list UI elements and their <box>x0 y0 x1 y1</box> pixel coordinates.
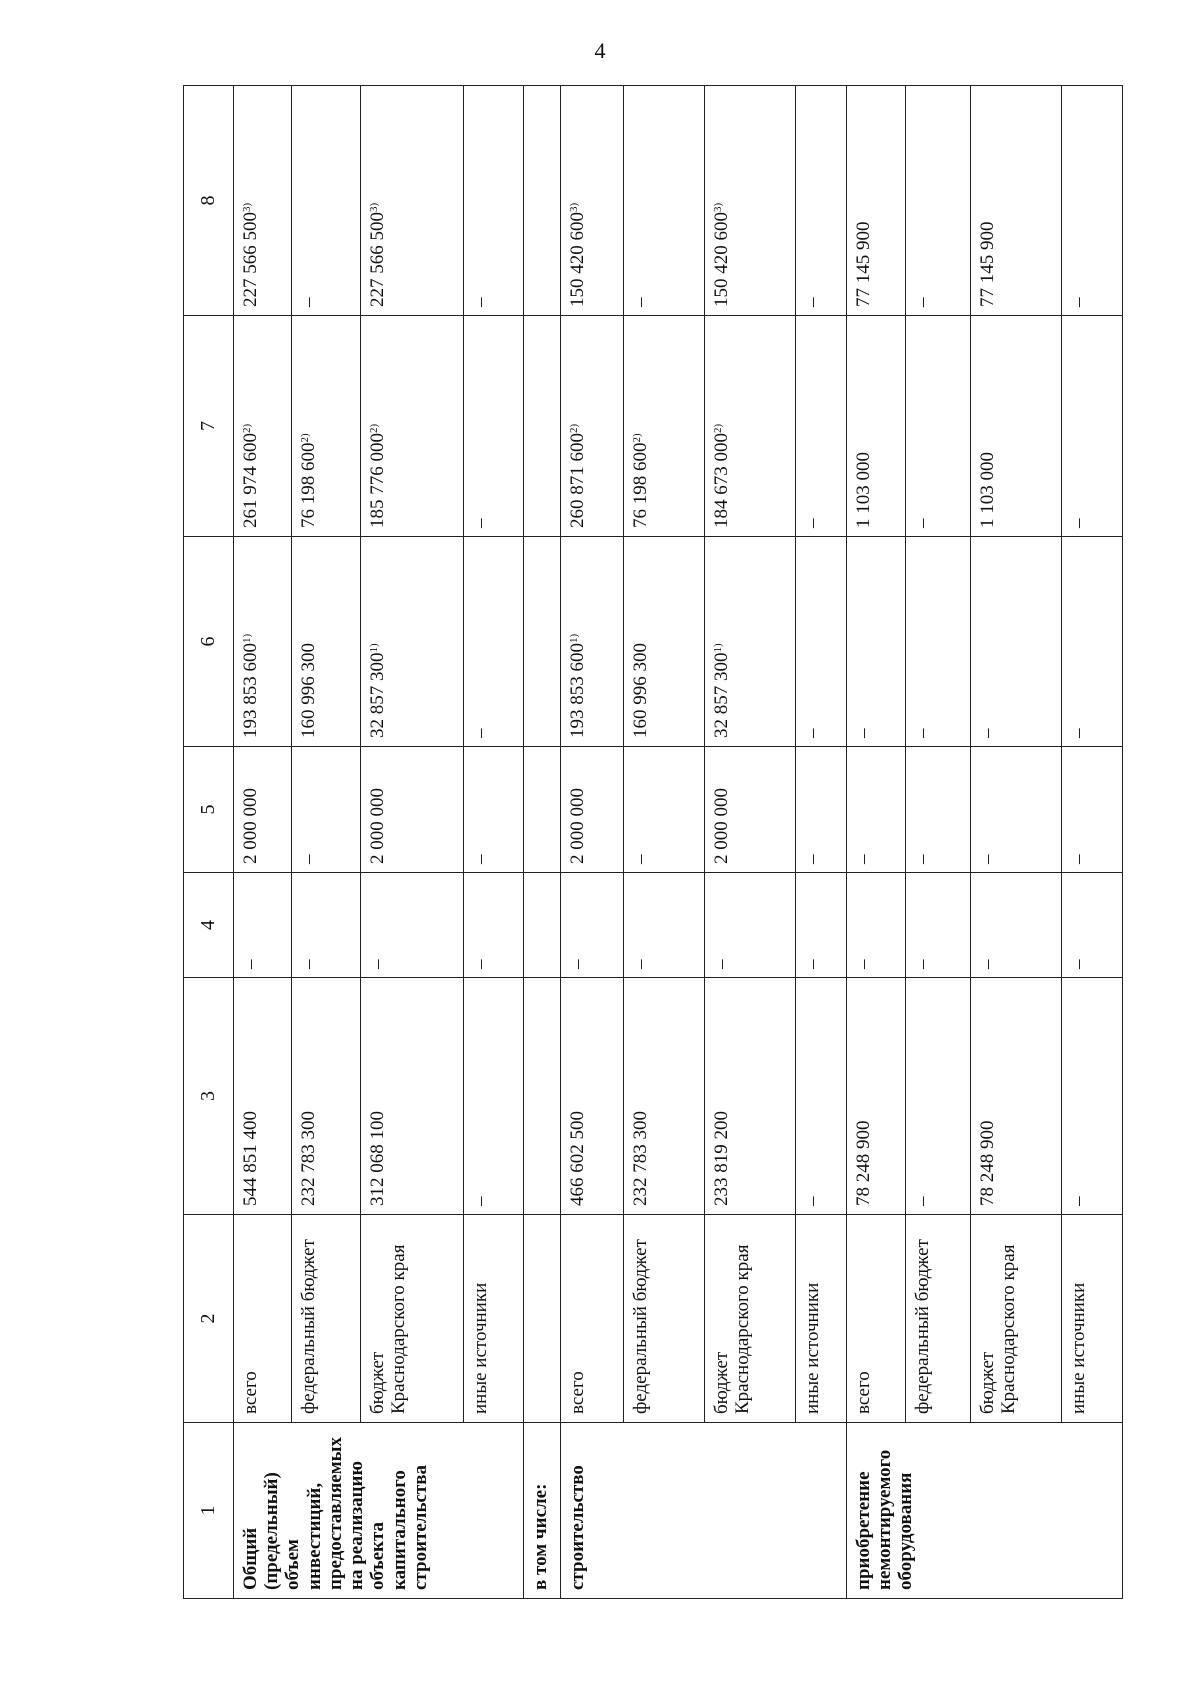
value-cell: 2 000 000 <box>561 747 624 873</box>
value-cell: – <box>906 873 971 978</box>
funding-source: федеральный бюджет <box>292 1215 360 1423</box>
value-cell <box>360 316 463 537</box>
value: – <box>1068 728 1090 738</box>
value: 160 996 300 <box>298 643 320 738</box>
value-cell <box>1062 316 1123 537</box>
value-cell <box>906 86 971 316</box>
value-cell: 466 602 500 <box>561 978 624 1215</box>
value-cell: – <box>795 873 846 978</box>
footnote-mark: 2) <box>711 423 724 433</box>
value-cell: – <box>292 873 360 978</box>
footnote-mark: 3) <box>367 202 380 212</box>
value: – <box>298 297 320 307</box>
value: – <box>801 728 823 738</box>
value-cell <box>846 537 906 747</box>
table-row <box>1062 86 1123 1599</box>
value-cell: – <box>463 978 524 1215</box>
funding-source: иные источники <box>1062 1215 1123 1423</box>
value: 150 420 600 <box>710 212 732 307</box>
table-row <box>971 86 1062 1599</box>
value-cell <box>463 537 524 747</box>
value: 32 857 300 <box>710 652 732 738</box>
value: – <box>912 518 934 528</box>
value-cell <box>292 86 360 316</box>
footnote-mark: 1) <box>240 633 253 643</box>
page-number: 4 <box>594 38 606 63</box>
value-cell: – <box>1062 873 1123 978</box>
value: 77 145 900 <box>852 221 874 307</box>
value-cell <box>561 86 624 316</box>
value-cell: – <box>1062 978 1123 1215</box>
value: 76 198 600 <box>298 442 320 528</box>
value: – <box>1068 518 1090 528</box>
value-cell <box>846 316 906 537</box>
value-cell <box>1062 537 1123 747</box>
rotated-table-wrapper <box>183 86 1123 1599</box>
value: 32 857 300 <box>366 652 388 738</box>
table-row <box>704 86 795 1599</box>
value-cell: 2 000 000 <box>704 747 795 873</box>
value: – <box>912 728 934 738</box>
funding-source: всего <box>846 1215 906 1423</box>
value: – <box>469 297 491 307</box>
empty-cell <box>524 537 561 747</box>
table-row <box>292 86 360 1599</box>
header-cell: 6 <box>184 537 234 747</box>
value-cell: – <box>360 873 463 978</box>
table-row <box>624 86 704 1599</box>
value-cell <box>233 86 292 316</box>
value: 193 853 600 <box>567 643 589 738</box>
table-row <box>524 86 561 1599</box>
value-cell <box>624 537 704 747</box>
footnote-mark: 1) <box>711 643 724 653</box>
table-row <box>233 86 292 1599</box>
value: – <box>1068 297 1090 307</box>
funding-source: федеральный бюджет <box>624 1215 704 1423</box>
value-cell: – <box>624 873 704 978</box>
empty-cell <box>524 873 561 978</box>
value-cell: – <box>463 873 524 978</box>
empty-cell <box>524 747 561 873</box>
value: 193 853 600 <box>239 643 261 738</box>
value-cell <box>704 537 795 747</box>
value-cell: 312 068 100 <box>360 978 463 1215</box>
value-cell <box>971 537 1062 747</box>
value-cell <box>463 316 524 537</box>
section-label: строительство <box>561 1423 846 1599</box>
funding-source: иные источники <box>795 1215 846 1423</box>
value-cell: – <box>906 978 971 1215</box>
value: – <box>801 518 823 528</box>
header-cell: 3 <box>184 978 234 1215</box>
empty-cell <box>524 316 561 537</box>
header-cell: 8 <box>184 86 234 316</box>
funding-source: всего <box>233 1215 292 1423</box>
empty-cell <box>524 1215 561 1423</box>
value: 77 145 900 <box>977 221 999 307</box>
footnote-mark: 2) <box>367 423 380 433</box>
value-cell <box>360 537 463 747</box>
value: 227 566 500 <box>366 212 388 307</box>
value-cell <box>561 316 624 537</box>
value-cell: – <box>233 873 292 978</box>
header-row <box>184 86 234 1599</box>
footnote-mark: 2) <box>240 423 253 433</box>
footnote-mark: 2) <box>299 433 312 443</box>
value-cell <box>795 316 846 537</box>
value: – <box>912 297 934 307</box>
value-cell <box>561 537 624 747</box>
value: 184 673 000 <box>710 433 732 528</box>
value-cell: – <box>846 747 906 873</box>
value: 261 974 600 <box>239 433 261 528</box>
value-cell: – <box>971 747 1062 873</box>
section-label: приобретение немонтируемого оборудования <box>846 1423 1122 1599</box>
footnote-mark: 2) <box>568 423 581 433</box>
value: – <box>801 297 823 307</box>
funding-source: федеральный бюджет <box>906 1215 971 1423</box>
header-cell: 5 <box>184 747 234 873</box>
funding-source: бюджет Краснодарского края <box>360 1215 463 1423</box>
value: – <box>469 518 491 528</box>
table-row <box>906 86 971 1599</box>
value: 76 198 600 <box>630 442 652 528</box>
investment-table <box>183 85 1123 1599</box>
value-cell <box>906 316 971 537</box>
value-cell: – <box>846 873 906 978</box>
value-cell <box>292 537 360 747</box>
value-cell: – <box>795 978 846 1215</box>
value-cell <box>971 316 1062 537</box>
value-cell <box>704 86 795 316</box>
value: – <box>469 728 491 738</box>
value: 185 776 000 <box>366 433 388 528</box>
header-cell: 4 <box>184 873 234 978</box>
value: – <box>630 297 652 307</box>
value: – <box>977 728 999 738</box>
value-cell <box>624 86 704 316</box>
empty-cell <box>524 978 561 1215</box>
value-cell <box>971 86 1062 316</box>
value: 160 996 300 <box>630 643 652 738</box>
value-cell <box>292 316 360 537</box>
funding-source: иные источники <box>463 1215 524 1423</box>
value-cell: 78 248 900 <box>846 978 906 1215</box>
value-cell: 544 851 400 <box>233 978 292 1215</box>
value-cell <box>795 537 846 747</box>
value-cell: – <box>292 747 360 873</box>
value-cell <box>846 86 906 316</box>
value-cell: – <box>463 747 524 873</box>
table-row <box>795 86 846 1599</box>
footnote-mark: 3) <box>568 202 581 212</box>
header-cell: 7 <box>184 316 234 537</box>
value-cell <box>463 86 524 316</box>
value: 150 420 600 <box>567 212 589 307</box>
table-row <box>360 86 463 1599</box>
section-label: Общий (предельный) объем инвестиций, предоставляемых на реализацию объекта капитального строительства <box>233 1423 523 1599</box>
table-row <box>561 86 624 1599</box>
value-cell: 233 819 200 <box>704 978 795 1215</box>
footnote-mark: 2) <box>631 433 644 443</box>
value-cell: – <box>624 747 704 873</box>
value-cell: 232 783 300 <box>624 978 704 1215</box>
footnote-mark: 1) <box>568 633 581 643</box>
funding-source: бюджет Краснодарского края <box>704 1215 795 1423</box>
footnote-mark: 3) <box>711 202 724 212</box>
value-cell: 78 248 900 <box>971 978 1062 1215</box>
funding-source: всего <box>561 1215 624 1423</box>
section-label: в том числе: <box>524 1423 561 1599</box>
value-cell: – <box>704 873 795 978</box>
value: – <box>852 728 874 738</box>
value-cell <box>360 86 463 316</box>
funding-source: бюджет Краснодарского края <box>971 1215 1062 1423</box>
value: 1 103 000 <box>852 452 874 528</box>
value-cell <box>795 86 846 316</box>
value: 260 871 600 <box>567 433 589 528</box>
footnote-mark: 3) <box>240 202 253 212</box>
value-cell: – <box>795 747 846 873</box>
value-cell <box>233 537 292 747</box>
empty-cell <box>524 86 561 316</box>
value: 227 566 500 <box>239 212 261 307</box>
table-row <box>846 86 906 1599</box>
value-cell: 2 000 000 <box>360 747 463 873</box>
value-cell <box>624 316 704 537</box>
value-cell <box>906 537 971 747</box>
value-cell: – <box>561 873 624 978</box>
table-row <box>463 86 524 1599</box>
value-cell <box>233 316 292 537</box>
value-cell: 2 000 000 <box>233 747 292 873</box>
value-cell: 232 783 300 <box>292 978 360 1215</box>
value-cell: – <box>906 747 971 873</box>
value-cell: – <box>1062 747 1123 873</box>
value-cell <box>1062 86 1123 316</box>
header-cell: 1 <box>184 1423 234 1599</box>
value: 1 103 000 <box>977 452 999 528</box>
value-cell: – <box>971 873 1062 978</box>
value-cell <box>704 316 795 537</box>
footnote-mark: 1) <box>367 643 380 653</box>
header-cell: 2 <box>184 1215 234 1423</box>
